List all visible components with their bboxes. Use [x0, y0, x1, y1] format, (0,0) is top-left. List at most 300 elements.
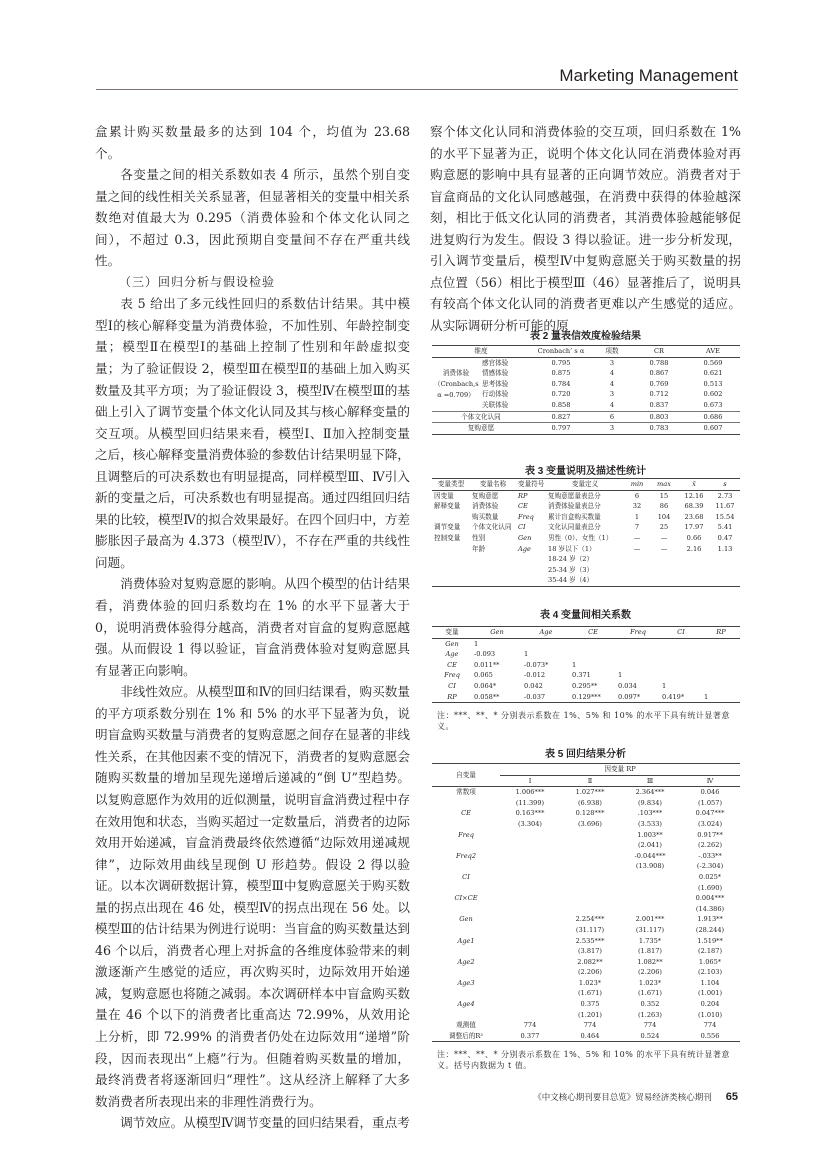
journal-note: 《中文核心期刊要目总览》贸易经济类核心期刊 [533, 1092, 712, 1102]
table-cell: 1.519** [697, 936, 723, 945]
table-cell: 0.712 [649, 390, 669, 399]
table-cell [432, 575, 470, 586]
table-row [432, 649, 740, 660]
table-cell: RP [432, 692, 472, 703]
table2-header: CR [632, 346, 686, 358]
table2-header: 项数 [592, 346, 632, 358]
table-cell: 2.364*** [635, 788, 665, 797]
table4-note: 注：***、**、* 分别表示系数在 1%、5% 和 10% 的水平下具有统计显著意义。 [437, 711, 730, 731]
table3-header: max [650, 479, 678, 491]
table-cell: 2.16 [686, 544, 702, 553]
table-cell [500, 883, 560, 894]
table-cell [616, 660, 660, 671]
table-cell: — [633, 544, 641, 553]
table4-header: CE [570, 627, 616, 639]
table-cell [710, 565, 740, 576]
table-row [432, 830, 740, 841]
table-cell [500, 957, 560, 968]
table-cell: (1.671) [577, 989, 603, 998]
table-cell [560, 851, 620, 862]
table-row [432, 936, 740, 947]
table5-model-header: Ⅳ [680, 775, 740, 787]
table-cell: 文化认同量表总分 [548, 523, 601, 532]
table4-header: RP [702, 627, 740, 639]
table-row [432, 798, 740, 809]
table-cell: 35-44 岁（4） [546, 575, 624, 586]
table-cell: 25 [659, 523, 669, 532]
table-cell: RP [518, 491, 528, 500]
table-row [432, 914, 740, 925]
table4-caption: 表 4 变量间相关系数 [539, 610, 632, 621]
table5-model-header: Ⅲ [620, 775, 680, 787]
table4 [432, 626, 740, 703]
table-cell: 0.034 [618, 681, 637, 690]
table-cell: 1.023* [638, 978, 662, 987]
table-cell: -.033** [698, 851, 722, 860]
table-cell [710, 575, 740, 586]
table-cell: 0.464 [560, 1031, 620, 1042]
right-text-column [430, 121, 741, 336]
table-cell [650, 565, 678, 576]
table-cell: (3.817) [577, 947, 603, 956]
table-cell: (2.187) [698, 947, 723, 956]
variable-label: CE [461, 809, 471, 818]
table2-header: Cronbach’ s α [530, 346, 592, 358]
table-cell: (3.304) [517, 819, 543, 828]
table-cell: 0.867 [649, 369, 669, 378]
table-cell: 12.16 [684, 491, 704, 500]
table-cell [500, 851, 560, 862]
table-row [432, 692, 740, 703]
table-cell [624, 575, 650, 586]
table-cell: 4 [609, 369, 615, 378]
table-cell [710, 554, 740, 565]
variable-label: CI [462, 872, 470, 881]
table-cell [516, 554, 546, 565]
table-cell: CE [447, 660, 457, 669]
table-cell [678, 554, 710, 565]
table-cell: (14.386) [695, 904, 725, 913]
table-row [432, 565, 740, 576]
table-cell: 7 [634, 523, 640, 532]
table-row [432, 904, 740, 915]
variable-label: 调整后的R² [432, 1031, 500, 1042]
table-cell [500, 861, 560, 872]
table-cell: 1 [662, 681, 667, 690]
table-cell: 调节变量 [434, 523, 461, 532]
table-cell: 0.797 [530, 423, 592, 435]
table-cell: -0.093 [474, 650, 496, 659]
table-row [432, 999, 740, 1010]
table-row [432, 501, 740, 512]
table-cell: 5.41 [717, 523, 733, 532]
table-cell: (3.533) [637, 819, 663, 828]
table-cell: 1.006*** [515, 788, 545, 797]
table2-caption: 表 2 量表信效度检验结果 [529, 331, 642, 342]
table-cell: (28.244) [695, 925, 725, 934]
table-cell: — [660, 533, 668, 542]
table-cell: 1 [524, 650, 529, 659]
table-cell: (2.262) [698, 841, 723, 850]
table-cell: 17.97 [684, 523, 704, 532]
table-cell: 0.875 [551, 369, 571, 378]
table-cell [560, 872, 620, 883]
table-cell: 15 [659, 491, 669, 500]
table-row [432, 1031, 740, 1042]
table-cell: 0.064* [474, 681, 497, 690]
table-cell [620, 872, 680, 883]
table-cell: 消费体验 [472, 502, 499, 511]
table-row [432, 1010, 740, 1021]
variable-label: Gen [459, 915, 473, 924]
table-row [432, 638, 740, 649]
variable-label: CI×CE [454, 894, 478, 903]
table-cell [500, 988, 560, 999]
table-cell [624, 554, 650, 565]
table-cell: 104 [657, 512, 671, 521]
table-cell [500, 914, 560, 925]
table-cell: 0.720 [551, 390, 571, 399]
table-row [432, 512, 740, 523]
table-cell [432, 544, 470, 555]
table-cell: 因变量 [434, 491, 454, 500]
table-cell [432, 512, 470, 523]
table-row [432, 681, 740, 692]
table-cell: (31.117) [635, 925, 665, 934]
table-cell: Gen [518, 533, 532, 542]
table-cell: 68.39 [684, 502, 704, 511]
table-cell: — [660, 544, 668, 553]
table-row [432, 660, 740, 671]
table-cell: 774 [643, 1021, 657, 1030]
table-cell [570, 638, 616, 649]
table-cell: 控制变量 [434, 533, 461, 542]
paragraph: 盒累计购买数量最多的达到 104 个，均值为 23.68 个。 [95, 124, 410, 161]
table-cell [620, 904, 680, 915]
table-cell [560, 883, 620, 894]
variable-label [432, 1010, 500, 1021]
table-row [432, 533, 740, 544]
table-row [432, 1020, 740, 1031]
dimension-label: 行动体验 [482, 390, 509, 399]
table3-header: 变量类型 [432, 479, 470, 491]
table-cell: 0.769 [649, 379, 669, 388]
table-cell: (-2.304) [696, 862, 724, 871]
table-cell: 0.917** [697, 830, 723, 839]
paragraph: 察个体文化认同和消费体验的交互项，回归系数在 1% 的水平下显著为正，说明个体文化认同在消费体验对再购意愿的影响中具有显著的正向调节效应。消费者对于盲盒商品的文化认同感越强，在消费中获得的体验越深刻，相比于低文化认同的消费者，其消费体验越能够促进复购行为发生。假设 3 得以验证。进一步分析发现，引入调节变量后，模型Ⅳ中复购意愿关于购买数量的拐点位置（56）相比于模型Ⅲ（46）显著推后了，说明具有较高个体文化认同的消费者更难以产生感觉的适应。从实际调研分析可能的原 [430, 124, 741, 333]
dimension-label: 情感体验 [482, 369, 509, 378]
table-cell: 15.54 [715, 512, 735, 521]
table-cell: 6 [592, 411, 632, 423]
variable-label [432, 967, 500, 978]
table-cell: 0.047*** [695, 809, 725, 818]
table-cell [500, 967, 560, 978]
table-cell: 18 岁以下（1） [548, 544, 596, 553]
table-cell: 0.607 [686, 423, 740, 435]
table-row [432, 967, 740, 978]
table-cell: 1.023* [578, 978, 602, 987]
table-row [432, 840, 740, 851]
table-cell [500, 840, 560, 851]
table-cell: 1.104 [700, 978, 720, 987]
table3-header: s [710, 479, 740, 491]
table-cell: (1.001) [698, 989, 723, 998]
table-row [432, 411, 740, 423]
table-row [432, 670, 740, 681]
variable-label: Age4 [457, 1000, 475, 1009]
page-footer [430, 1091, 738, 1103]
table-cell: 0.795 [551, 358, 571, 367]
table-cell: 11.67 [715, 502, 735, 511]
table-cell [500, 1010, 560, 1021]
table-cell: CI [518, 523, 526, 532]
table4-header: Freq [616, 627, 660, 639]
table-cell [560, 893, 620, 904]
table-cell: 0.295** [572, 681, 598, 690]
table3-header: min [624, 479, 650, 491]
table-cell: (1.817) [637, 947, 663, 956]
table-cell: (3.696) [577, 819, 603, 828]
table-cell: 32 [632, 502, 642, 511]
table-cell [500, 893, 560, 904]
table-row [432, 490, 740, 501]
variable-label: Freq [458, 830, 474, 839]
table-cell: (9.834) [637, 798, 663, 807]
table-cell: 0.66 [686, 533, 702, 542]
table-row [432, 978, 740, 989]
table-cell: 解释变量 [434, 502, 461, 511]
table-cell: 0.375 [580, 1000, 600, 1009]
table-cell [500, 978, 560, 989]
table-cell: 4 [609, 400, 615, 409]
header-rule [96, 89, 738, 90]
table-cell: (1.057) [698, 798, 723, 807]
table-row [432, 861, 740, 872]
table-cell [702, 660, 740, 671]
table-row [432, 423, 740, 435]
table-cell: 0.673 [703, 400, 723, 409]
table-row [432, 544, 740, 555]
table-cell: 复购意愿量表总分 [548, 491, 601, 500]
table-cell: 0.025* [698, 872, 722, 881]
variable-label [432, 883, 500, 894]
table-cell: 3 [609, 358, 615, 367]
table-cell: 2.082** [577, 957, 603, 966]
table-cell: 0.419* [660, 692, 702, 703]
table-cell [500, 999, 560, 1010]
table-cell: -0.037 [522, 692, 570, 703]
variable-label [432, 925, 500, 936]
variable-label [432, 798, 500, 809]
table-cell: 6 [634, 491, 640, 500]
table-cell [702, 681, 740, 692]
table2-header: AVE [686, 346, 740, 358]
table5 [432, 763, 740, 1042]
table-cell: (1.010) [698, 1010, 723, 1019]
table-row [432, 925, 740, 936]
table-cell: 0.686 [686, 411, 740, 423]
table-cell [500, 830, 560, 841]
variable-label: 常数项 [456, 788, 476, 797]
table-cell: 774 [583, 1021, 597, 1030]
table2 [432, 345, 740, 435]
table-cell: 性别 [472, 533, 486, 542]
table-cell: 0.47 [717, 533, 733, 542]
table-cell: 25-34 岁（3） [548, 565, 594, 574]
table3-header: x̄ [678, 479, 710, 491]
table-cell: 2.254*** [575, 915, 605, 924]
table-cell: 0.004*** [695, 894, 725, 903]
table-cell: (3.024) [698, 819, 723, 828]
table-cell: 1 [634, 512, 640, 521]
table-cell: (1.201) [577, 1010, 603, 1019]
table-cell: 0.837 [649, 400, 669, 409]
table-cell: 1 [618, 671, 623, 680]
table-cell: (2.103) [698, 968, 723, 977]
table-cell [616, 649, 660, 660]
table-cell: 1.913** [697, 915, 723, 924]
table-cell: 0.827 [530, 411, 592, 423]
table-cell [432, 554, 470, 565]
table-cell: Age [445, 650, 459, 659]
variable-label: Age2 [457, 957, 475, 966]
table5-note: 注：***、**、* 分别表示系数在 1%、5% 和 10% 的水平下具有统计显著意义。括号内数据为 t 值。 [437, 1050, 730, 1070]
table-cell [616, 638, 660, 649]
table-cell: (13.908) [635, 862, 665, 871]
table3-header: 变量定义 [546, 479, 624, 491]
dimension-label: 关联体验 [482, 400, 509, 409]
table-cell: 23.68 [684, 512, 704, 521]
table-cell: (2.206) [577, 968, 603, 977]
table4-header: CI [660, 627, 702, 639]
table-cell: (1.690) [698, 883, 723, 892]
table-cell: .103*** [637, 809, 663, 818]
variable-label [432, 904, 500, 915]
table-cell [500, 946, 560, 957]
table-cell: 0.788 [649, 358, 669, 367]
table-cell: 0.569 [703, 358, 723, 367]
table-cell: 2.73 [717, 491, 733, 500]
table-cell: Freq [518, 512, 534, 521]
table-cell [570, 649, 616, 660]
table-cell [500, 904, 560, 915]
table-row [432, 851, 740, 862]
table-cell [470, 565, 516, 576]
table-cell: 0.204 [700, 1000, 720, 1009]
table-cell [650, 575, 678, 586]
table-row [432, 808, 740, 819]
table-cell [702, 649, 740, 660]
table-cell: -0.073* [524, 660, 549, 669]
table-cell [470, 554, 516, 565]
variable-label: Age1 [457, 936, 475, 945]
table-cell: 0.377 [500, 1031, 560, 1042]
left-text-column [95, 121, 410, 1134]
table2-header: 维度 [432, 346, 530, 358]
dimension-label: 个体文化认同 [432, 411, 530, 423]
table-cell [660, 649, 702, 660]
table-cell: 购买数量 [472, 512, 499, 521]
table-row [432, 893, 740, 904]
table-row [432, 522, 740, 533]
table-cell: 0.352 [640, 1000, 660, 1009]
variable-label [432, 840, 500, 851]
variable-label [432, 946, 500, 957]
table-cell: 0.371 [572, 671, 591, 680]
table-cell [560, 830, 620, 841]
table-cell: Freq [444, 671, 460, 680]
table-cell: 0.524 [620, 1031, 680, 1042]
table4-header: Age [522, 627, 570, 639]
table-cell: 1.13 [717, 544, 733, 553]
table5-model-header: Ⅱ [560, 775, 620, 787]
table-cell [500, 925, 560, 936]
table3-header: 变量符号 [516, 479, 546, 491]
variable-label [432, 988, 500, 999]
table-cell: 0.858 [551, 400, 571, 409]
table-cell: (31.117) [575, 925, 605, 934]
variable-label [432, 861, 500, 872]
table-cell [620, 893, 680, 904]
paragraph: 消费体验对复购意愿的影响。从四个模型的估计结果看，消费体验的回归系数均在 1% 的水平下显著大于 0，说明消费体验得分越高，消费者对盲盒的复购意愿越强。从而假设 1 得以验证，盲盒消费体验对复购意愿具有显著正向影响。 [95, 576, 410, 678]
table-cell [516, 565, 546, 576]
table2-group-label: 消费体验（Cronbach,s α =0.709） [434, 368, 479, 399]
table-cell: (2.206) [637, 968, 663, 977]
table-cell: (11.399) [515, 798, 545, 807]
table-cell: (1.263) [637, 1010, 663, 1019]
table-cell: 0.128*** [575, 809, 605, 818]
table-cell: 2.535*** [575, 936, 605, 945]
table-cell: (6.938) [577, 798, 603, 807]
table-cell [660, 660, 702, 671]
table-cell [560, 840, 620, 851]
paragraph: 非线性效应。从模型Ⅲ和Ⅳ的回归结课看，购买数量的平方项系数分别在 1% 和 5% 的水平下显著为负，说明盲盒购买数量与消费者的复购意愿之间存在显著的非线性关系，在其他因素不变的情况下，消费者的复购意愿会随购买数量的增加呈现先递增后递减的“倒 U”型趋势。以复购意愿作为效用的近似测量，说明盲盒消费过程中存在效用饱和状态，当购买超过一定数量后，消费者的边际效用开始递减，盲盒消费最终依然遵循“边际效用递减规律”，边际效用曲线呈现倒 U 形趋势。假设 2 得以验证。以本次调研数据计算，模型Ⅲ中复购意愿关于购买数量的拐点出现在 46 处，模型Ⅳ的拐点出现在 56 处。以模型Ⅲ的估计结果为例进行说明：当盲盒的购买数量达到 46 个以后，消费者心理上对拆盒的各维度体验带来的刺激逐渐产生感觉的适应，再次购买时，边际效用开始递减，复购意愿也将随之减弱。本次调研样本中盲盒购买数量在 46 个以下的消费者比重高达 72.99%，从效用论上分析，即 72.99% 的消费者仍处在边际效用“递增”阶段，因而表现出“上瘾”行为。但随着购买数量的增加，最终消费者将逐渐回归“理性”。这从经济上解释了大多数消费者所表现出来的非理性消费行为。 [95, 684, 410, 1109]
table-cell [500, 936, 560, 947]
table-cell [560, 861, 620, 872]
table-cell [500, 872, 560, 883]
table-cell: 1.735* [638, 936, 662, 945]
table-cell: 1 [474, 639, 479, 648]
table-cell: 3 [592, 423, 632, 435]
table-cell: 0.163*** [515, 809, 545, 818]
table3-header: 变量名称 [470, 479, 516, 491]
table-cell: 0.803 [632, 411, 686, 423]
table-cell: 0.042 [524, 681, 543, 690]
table-cell: 1.082** [637, 957, 663, 966]
table-cell: 累计盲盒购买数量 [548, 512, 601, 521]
table-cell [650, 554, 678, 565]
table-cell [678, 575, 710, 586]
table-cell [660, 638, 702, 649]
paragraph: 各变量之间的相关系数如表 4 所示，虽然个别自变量之间的线性相关关系显著，但显著相关的变量中相关系数绝对值最大为 0.295（消费体验和个体文化认同之间），不超过 0.3，因此预期自变量间不存在严重共线性。 [95, 167, 410, 269]
table-row [432, 575, 740, 586]
table-cell [624, 565, 650, 576]
table-row [432, 883, 740, 894]
running-header-title: Marketing Management [559, 66, 738, 85]
table-cell: 0.621 [703, 369, 723, 378]
table-cell: 0.129*** [570, 692, 616, 703]
table5-caption: 表 5 回归结果分析 [544, 749, 627, 760]
table-cell: 1.003** [637, 830, 663, 839]
table-cell: Gen [445, 639, 459, 648]
table4-header: Gen [472, 627, 522, 639]
table-row [432, 872, 740, 883]
table-cell: 4 [609, 379, 615, 388]
table-cell: 18-24 岁（2） [548, 555, 594, 564]
table3 [432, 478, 740, 587]
table-cell: 消费体验量表总分 [548, 502, 601, 511]
dimension-label: 感官体验 [482, 358, 509, 367]
